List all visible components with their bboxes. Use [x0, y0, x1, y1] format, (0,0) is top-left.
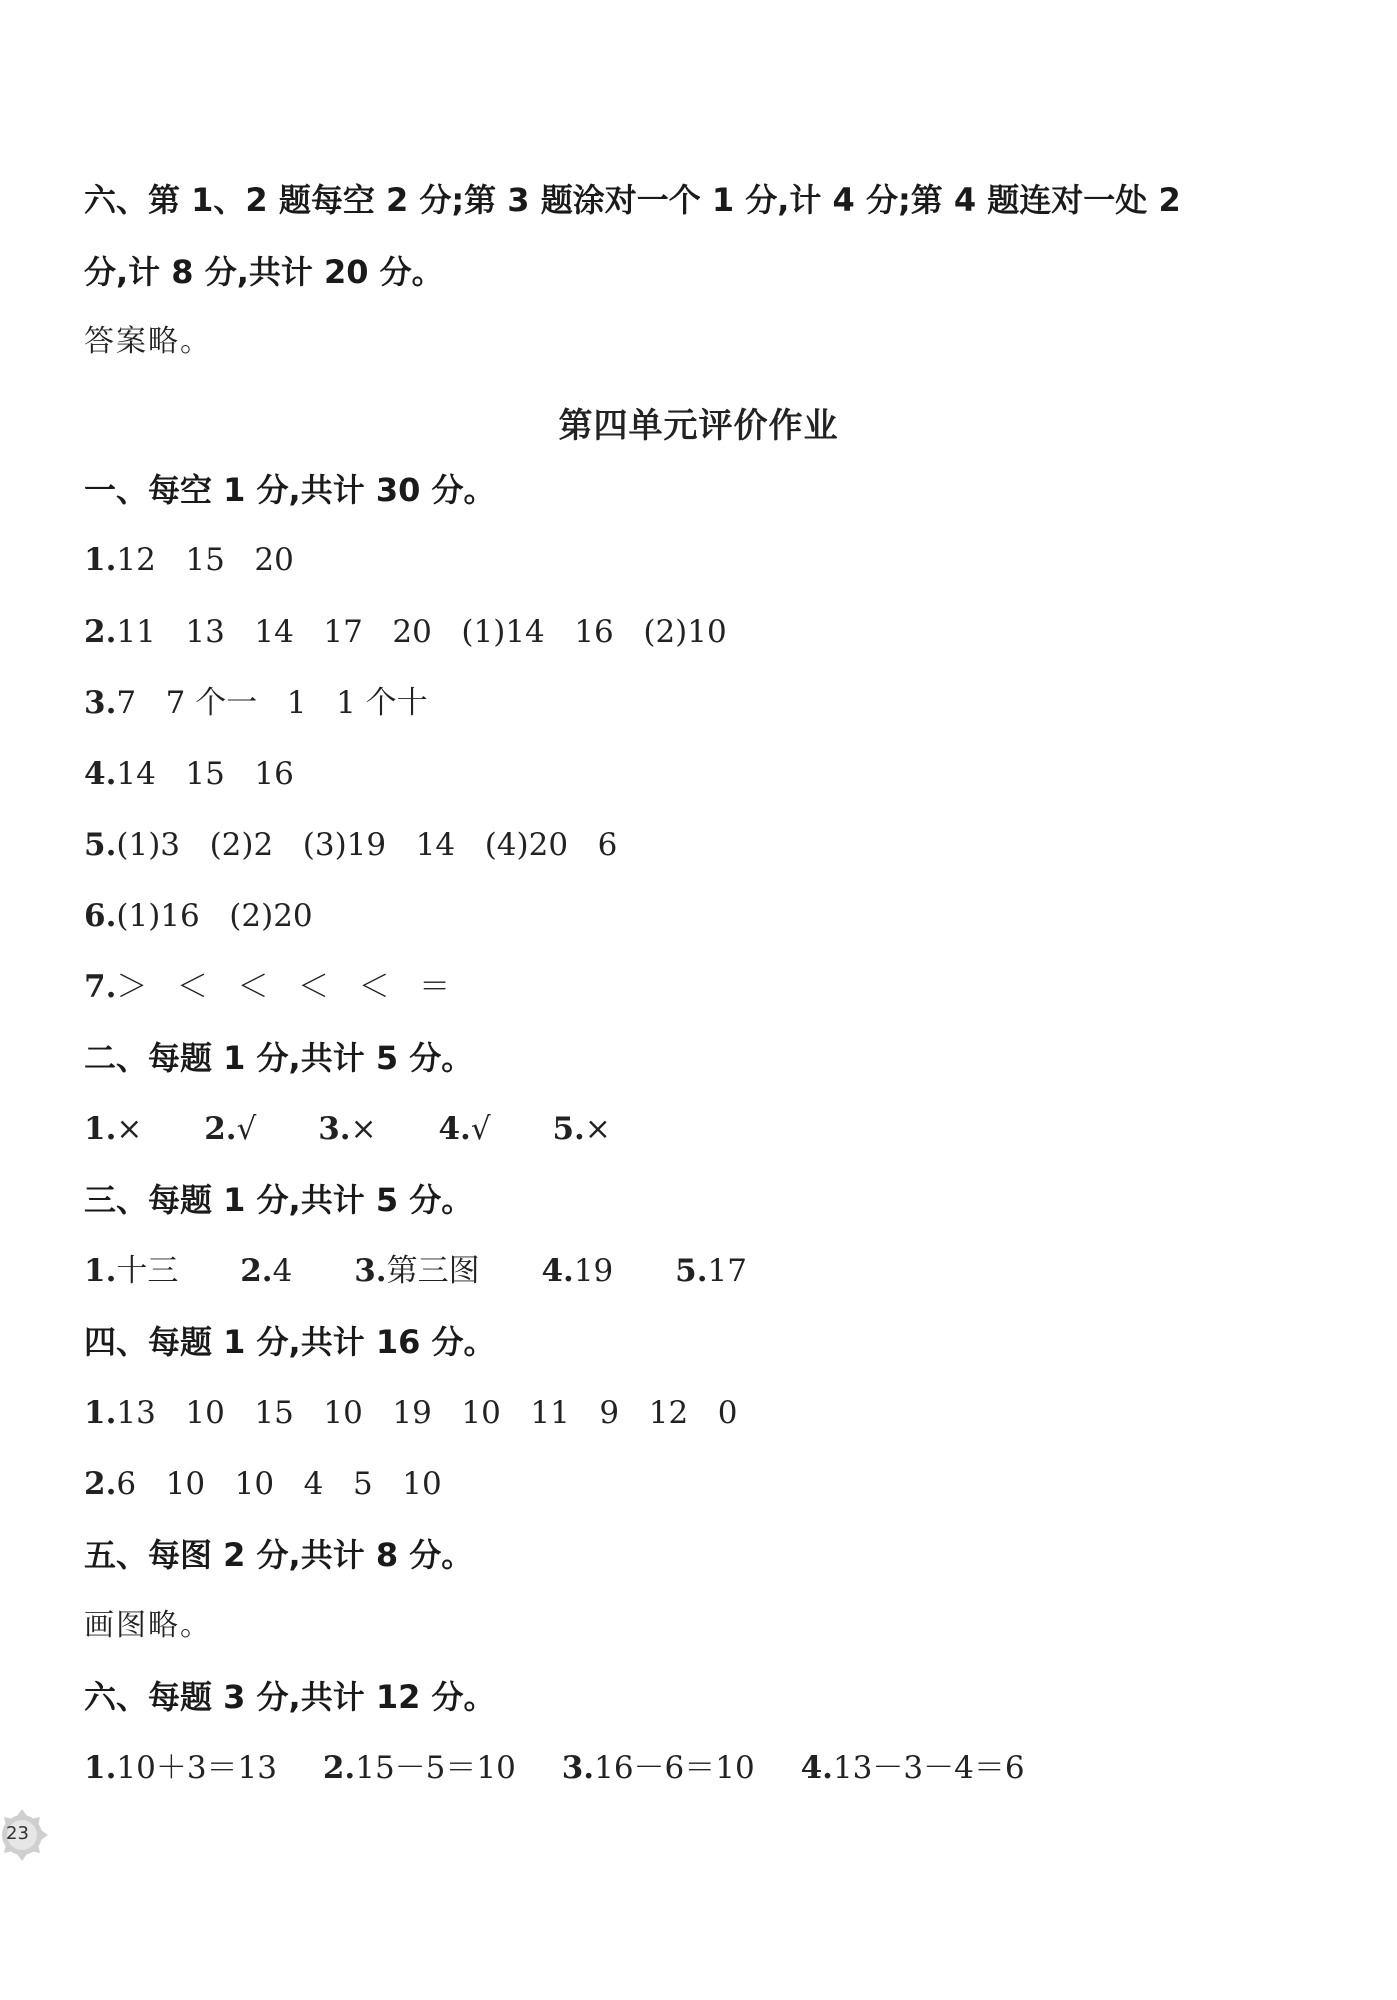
- sec4-item-2: [84, 1464, 442, 1504]
- item-answer: 14 15 16: [116, 756, 294, 792]
- item-number: 2.: [204, 1111, 237, 1147]
- item-number: 3.: [561, 1750, 595, 1786]
- sec3-answers: [84, 1251, 799, 1291]
- page-number: 23: [6, 1823, 29, 1844]
- answer-item: [801, 1748, 1025, 1788]
- item-answer: ×: [350, 1111, 377, 1147]
- answer-item: [675, 1251, 747, 1291]
- answer-item: [562, 1748, 755, 1788]
- item-number: 1.: [84, 1111, 117, 1147]
- sec6-heading: 六、每题 3 分,共计 12 分。: [84, 1678, 496, 1716]
- sec5-heading: 五、每图 2 分,共计 8 分。: [84, 1536, 474, 1574]
- answer-omitted-note: 答案略。: [84, 324, 212, 359]
- item-number: 4.: [438, 1111, 471, 1147]
- unit-title: 第四单元评价作业: [558, 406, 839, 446]
- sec1-item-1: [84, 540, 294, 580]
- item-number: 2.: [240, 1253, 273, 1289]
- item-number: 5.: [552, 1111, 585, 1147]
- item-answer: 11 13 14 17 20 (1)14 16 (2)10: [116, 614, 727, 650]
- item-answer: 12 15 20: [116, 542, 294, 578]
- answer-item: [240, 1251, 292, 1291]
- item-answer: 十三: [116, 1253, 179, 1289]
- item-answer: (1)3 (2)2 (3)19 14 (4)20 6: [116, 827, 618, 863]
- item-answer: (1)16 (2)20: [116, 898, 313, 934]
- answer-item: [84, 1251, 178, 1291]
- item-answer: ＞ ＜ ＜ ＜ ＜ ＝: [116, 969, 451, 1005]
- answer-item: [84, 1109, 142, 1149]
- item-answer: 13－3－4＝6: [832, 1750, 1025, 1786]
- item-answer: ×: [116, 1111, 143, 1147]
- item-answer: 19: [573, 1253, 614, 1289]
- answer-item: [541, 1251, 613, 1291]
- item-answer: 16－6＝10: [594, 1750, 755, 1786]
- item-answer: √: [236, 1111, 257, 1147]
- item-answer: 17: [707, 1253, 747, 1289]
- answer-item: [204, 1109, 256, 1149]
- item-number: 3.: [84, 685, 117, 721]
- sec2-answers: [84, 1109, 663, 1149]
- sec1-item-6: [84, 896, 313, 936]
- item-number: 3.: [318, 1111, 351, 1147]
- item-number: 1.: [84, 542, 117, 578]
- item-number: 5.: [84, 827, 117, 863]
- item-number: 4.: [541, 1253, 574, 1289]
- sec1-heading: 一、每空 1 分,共计 30 分。: [84, 471, 496, 509]
- answer-item: [552, 1109, 610, 1149]
- sec3-heading: 三、每题 1 分,共计 5 分。: [84, 1181, 474, 1219]
- answer-item: [323, 1748, 516, 1788]
- section-six-scoring-line2: 分,计 8 分,共计 20 分。: [84, 253, 444, 291]
- item-number: 3.: [354, 1253, 387, 1289]
- drawing-omitted-note: 画图略。: [84, 1608, 212, 1643]
- item-number: 6.: [84, 898, 117, 934]
- sec2-heading: 二、每题 1 分,共计 5 分。: [84, 1039, 474, 1077]
- sec4-heading: 四、每题 1 分,共计 16 分。: [84, 1323, 496, 1361]
- sec1-item-3: [84, 683, 428, 723]
- item-answer: √: [470, 1111, 491, 1147]
- item-number: 7.: [84, 969, 117, 1005]
- item-answer: 13 10 15 10 19 10 11 9 12 0: [116, 1395, 738, 1431]
- sec1-item-7: [84, 967, 450, 1007]
- item-number: 4.: [800, 1750, 833, 1786]
- item-answer: 15－5＝10: [355, 1750, 516, 1786]
- item-answer: 第三图: [386, 1253, 480, 1289]
- item-number: 5.: [675, 1253, 708, 1289]
- item-number: 1.: [84, 1750, 117, 1786]
- sec6-answers: [84, 1748, 1077, 1788]
- page-number-badge: [0, 1805, 60, 1865]
- item-number: 4.: [84, 756, 117, 792]
- answer-item: [84, 1748, 277, 1788]
- section-six-scoring-line1: 六、第 1、2 题每空 2 分;第 3 题涂对一个 1 分,计 4 分;第 4 题连对一处 2: [84, 181, 1181, 219]
- sec1-item-2: [84, 612, 727, 652]
- item-answer: 10＋3＝13: [116, 1750, 277, 1786]
- item-number: 1.: [84, 1253, 117, 1289]
- item-number: 1.: [84, 1395, 117, 1431]
- item-answer: ×: [584, 1111, 611, 1147]
- item-answer: 6 10 10 4 5 10: [116, 1466, 442, 1502]
- sec1-item-4: [84, 754, 294, 794]
- item-answer: 7 7 个一 1 1 个十: [116, 685, 428, 721]
- item-number: 2.: [322, 1750, 356, 1786]
- item-number: 2.: [84, 1466, 117, 1502]
- item-answer: 4: [272, 1253, 293, 1289]
- item-number: 2.: [84, 614, 117, 650]
- answer-item: [354, 1251, 479, 1291]
- sec1-item-5: [84, 825, 617, 865]
- answer-item: [318, 1109, 376, 1149]
- sec4-item-1: [84, 1393, 737, 1433]
- answer-item: [438, 1109, 490, 1149]
